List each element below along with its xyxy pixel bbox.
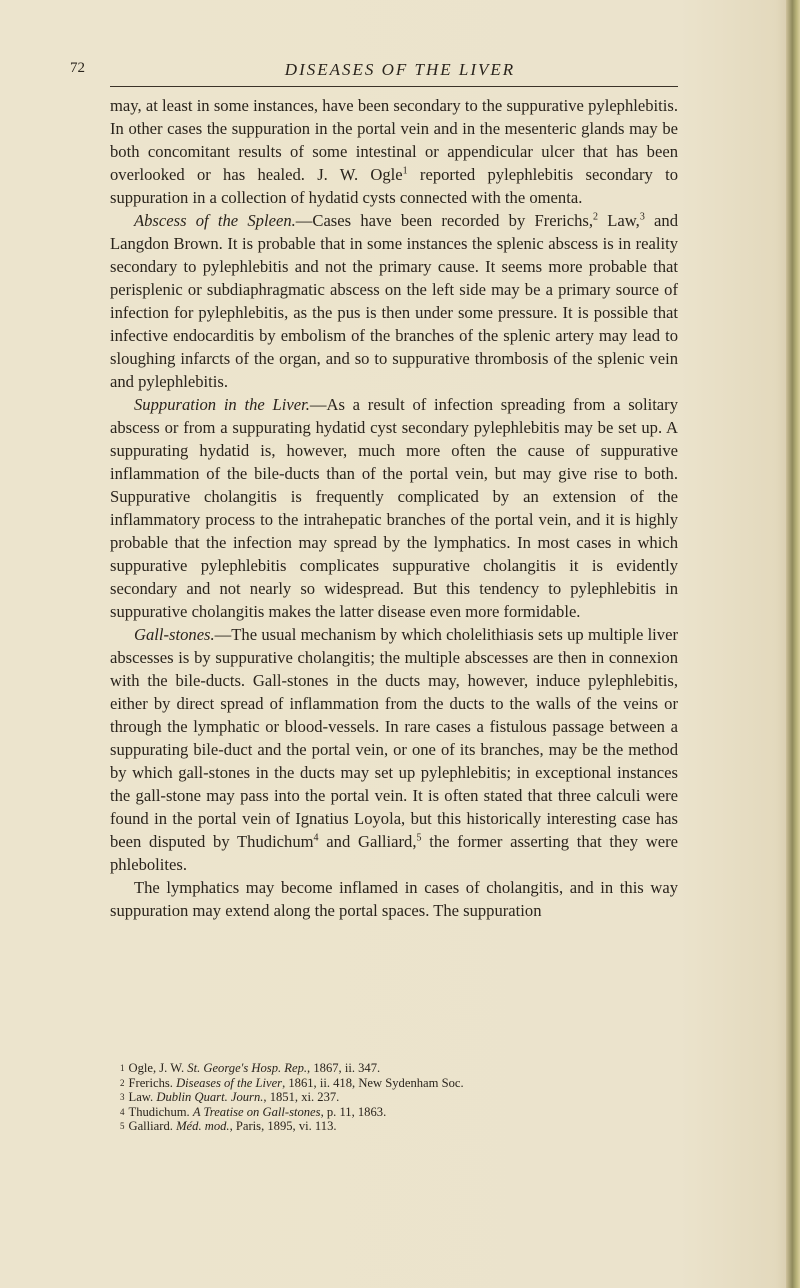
body-text xyxy=(110,94,678,922)
page-number: 72 xyxy=(70,60,85,76)
section-heading: Gall-stones. xyxy=(134,625,215,644)
footnote: $^3$ Law. Dublin Quart. Journ., 1851, xi. 237. xyxy=(120,1090,340,1104)
paragraph: Abscess of the Spleen.—Cases have been recorded by Frerichs,$^2$ Law,$^3$ and Langdon Brown. It is probable that in some instances the splenic abscess is in reality secondary to pylephlebitis and not the primary cause. It seems more probable that perisplenic or subdiaphragmatic abscess on the left side may be a primary source of infection for pylephlebitis, as the pus is then under some pressure. It is possible that infective endocarditis by embolism of the branches of the splenic artery may lead to sloughing infarcts of the organ, and so to suppurative thrombosis of the splenic vein and pylephlebitis. xyxy=(110,211,678,391)
running-title: DISEASES OF THE LIVER xyxy=(284,60,516,79)
footnotes xyxy=(110,1061,710,1134)
paragraph: may, at least in some instances, have been secondary to the suppurative pylephlebitis. In other cases the suppuration in the portal vein and in the mesenteric glands may be both concomitant results of some intestinal or appendicular ulcer that has been overlooked or has healed. J. W. Ogle$^1$ reported pylephlebitis secondary to suppuration in a collection of hydatid cysts connected with the omenta. xyxy=(110,96,678,207)
paragraph: Gall-stones.—The usual mechanism by which cholelithiasis sets up multiple liver abscesses is by suppurative cholangitis; the multiple abscesses are then in connexion with the bile-ducts. Gall-stones in the ducts may, however, induce pylephlebitis, either by direct spread of inflammation from the ducts to the walls of the veins or through the lymphatic or blood-vessels. In rare cases a fistulous passage between a suppurating bile-duct and the portal vein, or one of its branches, may be the method by which gall-stones in the ducts may set up pylephlebitis; in exceptional instances the gall-stone may pass into the portal vein. It is often stated that three calculi were found in the portal vein of Ignatius Loyola, but this historically interesting case has been disputed by Thudichum$^4$ and Galliard,$^5$ the former asserting that they were phlebolites. xyxy=(110,625,678,874)
header-rule xyxy=(110,86,678,87)
section-heading: Abscess of the Spleen. xyxy=(134,211,296,230)
footnote: $^5$ Galliard. Méd. mod., Paris, 1895, vi. 113. xyxy=(120,1119,337,1133)
section-heading: Suppuration in the Liver. xyxy=(134,395,310,414)
footnote-ref: 3 xyxy=(639,211,645,223)
footnote: $^2$ Frerichs. Diseases of the Liver, 1861, ii. 418, New Sydenham Soc. xyxy=(120,1075,464,1090)
paragraph: Suppuration in the Liver.—As a result of infection spreading from a solitary abscess or from a suppurating hydatid cyst secondary pylephlebitis may be set up. A suppurating hydatid is, however, much more often the cause of suppurative inflammation of the bile-ducts than of the portal vein, but may give rise to both. Suppurative cholangitis is frequently complicated by an extension of the inflammatory process to the intrahepatic branches of the portal vein, and it is highly probable that the infection may spread by the lymphatics. In most cases in which suppurative pylephlebitis complicates suppurative cholangitis it is evidently secondary and not nearly so widespread. But this tendency to pylephlebitis in suppurative cholangitis makes the latter disease even more formidable. xyxy=(110,395,678,621)
footnote: $^4$ Thudichum. A Treatise on Gall-stones, p. 11, 1863. xyxy=(120,1104,387,1119)
footnote: $^1$ Ogle, J. W. St. George's Hosp. Rep., 1867, ii. 347. xyxy=(120,1061,381,1075)
paragraph: The lymphatics may become inflamed in cases of cholangitis, and in this way suppuration may extend along the portal spaces. The suppuration xyxy=(110,878,678,920)
page-edge xyxy=(786,0,800,1288)
footnote-ref: 5 xyxy=(416,832,422,844)
page-header xyxy=(0,60,800,84)
footnote-ref: 2 xyxy=(593,211,599,223)
footnote-ref: 1 xyxy=(402,165,408,177)
footnote-ref: 4 xyxy=(313,832,319,844)
